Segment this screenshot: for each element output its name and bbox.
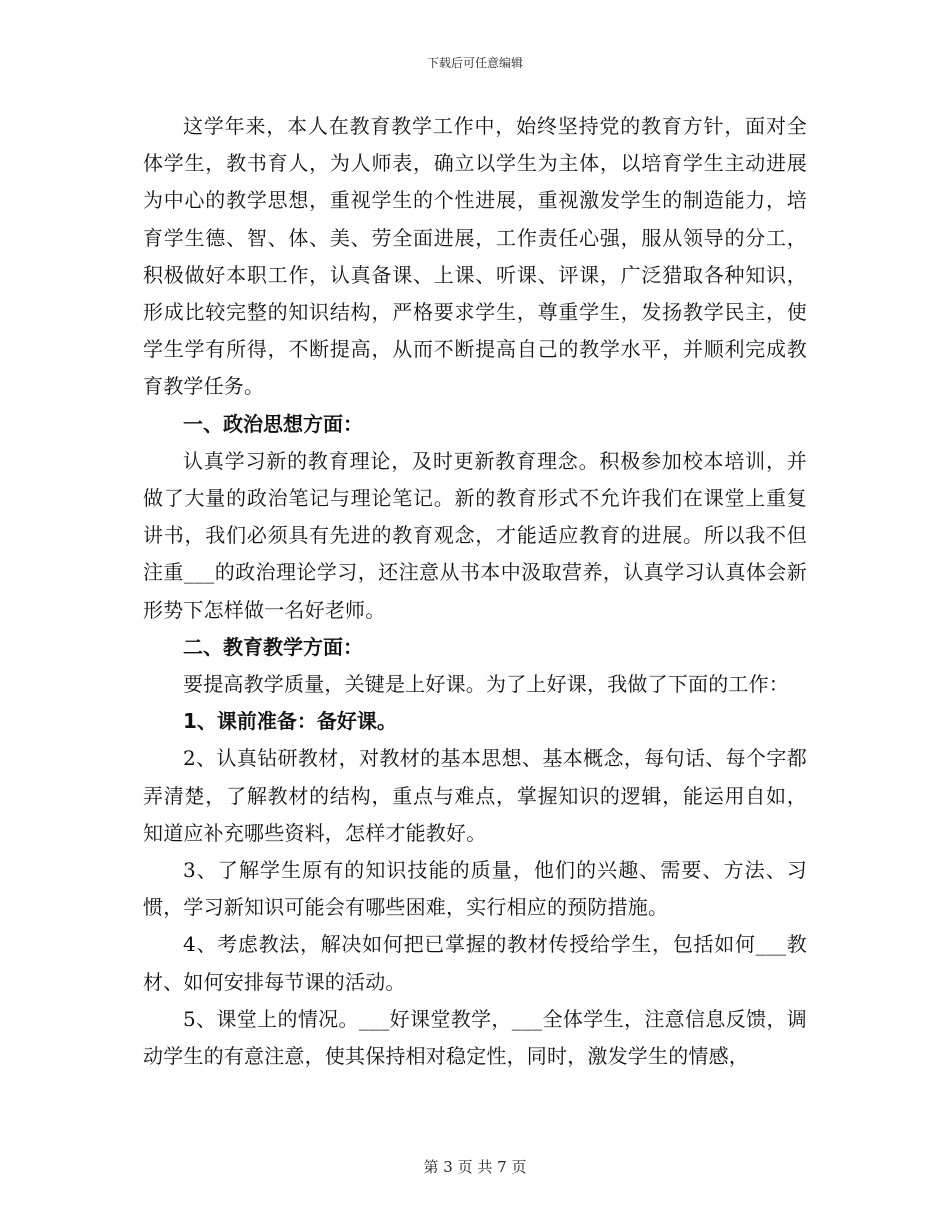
document-body [143, 108, 807, 1075]
item-5-paragraph: 5、课堂上的情况。___好课堂教学，___全体学生，注意信息反馈，调动学生的有意注意，使其保持相对稳定性，同时，激发学生的情感， [143, 1006, 807, 1069]
teaching-intro-paragraph: 要提高教学质量，关键是上好课。为了上好课，我做了下面的工作： [183, 672, 789, 697]
subheading-prep: 1、课前准备：备好课。 [183, 709, 397, 734]
item-4-paragraph: 4、考虑教法，解决如何把已掌握的教材传授给学生，包括如何___教材、如何安排每节课的活动。 [143, 932, 807, 994]
political-paragraph: 认真学习新的教育理论，及时更新教育理念。积极参加校本培训，并做了大量的政治笔记与理论笔记。新的教育形式不允许我们在课堂上重复讲书，我们必须具有先进的教育观念，才能适应教育的进展。所以我不但注重___的政治理论学习，还注意从书本中汲取营养，认真学习认真体会新形势下怎样做一名好老师。 [143, 448, 807, 622]
section-heading-political: 一、政治思想方面： [183, 411, 363, 436]
section-heading-teaching: 二、教育教学方面： [183, 634, 363, 659]
page-footer: 第 3 页 共 7 页 [423, 1158, 527, 1176]
item-2-paragraph: 2、认真钻研教材，对教材的基本思想、基本概念，每句话、每个字都弄清楚，了解教材的结构，重点与难点，掌握知识的逻辑，能运用自如，知道应补充哪些资料，怎样才能教好。 [143, 746, 807, 845]
page-header: 下载后可任意编辑 [426, 56, 523, 70]
item-3-paragraph: 3、了解学生原有的知识技能的质量，他们的兴趣、需要、方法、习惯，学习新知识可能会有哪些困难，实行相应的预防措施。 [143, 858, 807, 920]
intro-paragraph: 这学年来，本人在教育教学工作中，始终坚持党的教育方针，面对全体学生，教书育人，为人师表，确立以学生为主体，以培育学生主动进展为中心的教学思想，重视学生的个性进展，重视激发学生的制造能力，培育学生德、智、体、美、劳全面进展，工作责任心强，服从领导的分工，积极做好本职工作，认真备课、上课、听课、评课，广泛猎取各种知识，形成比较完整的知识结构，严格要求学生，尊重学生，发扬教学民主，使学生学有所得，不断提高，从而不断提高自己的教学水平，并顺利完成教育教学任务。 [143, 114, 807, 399]
